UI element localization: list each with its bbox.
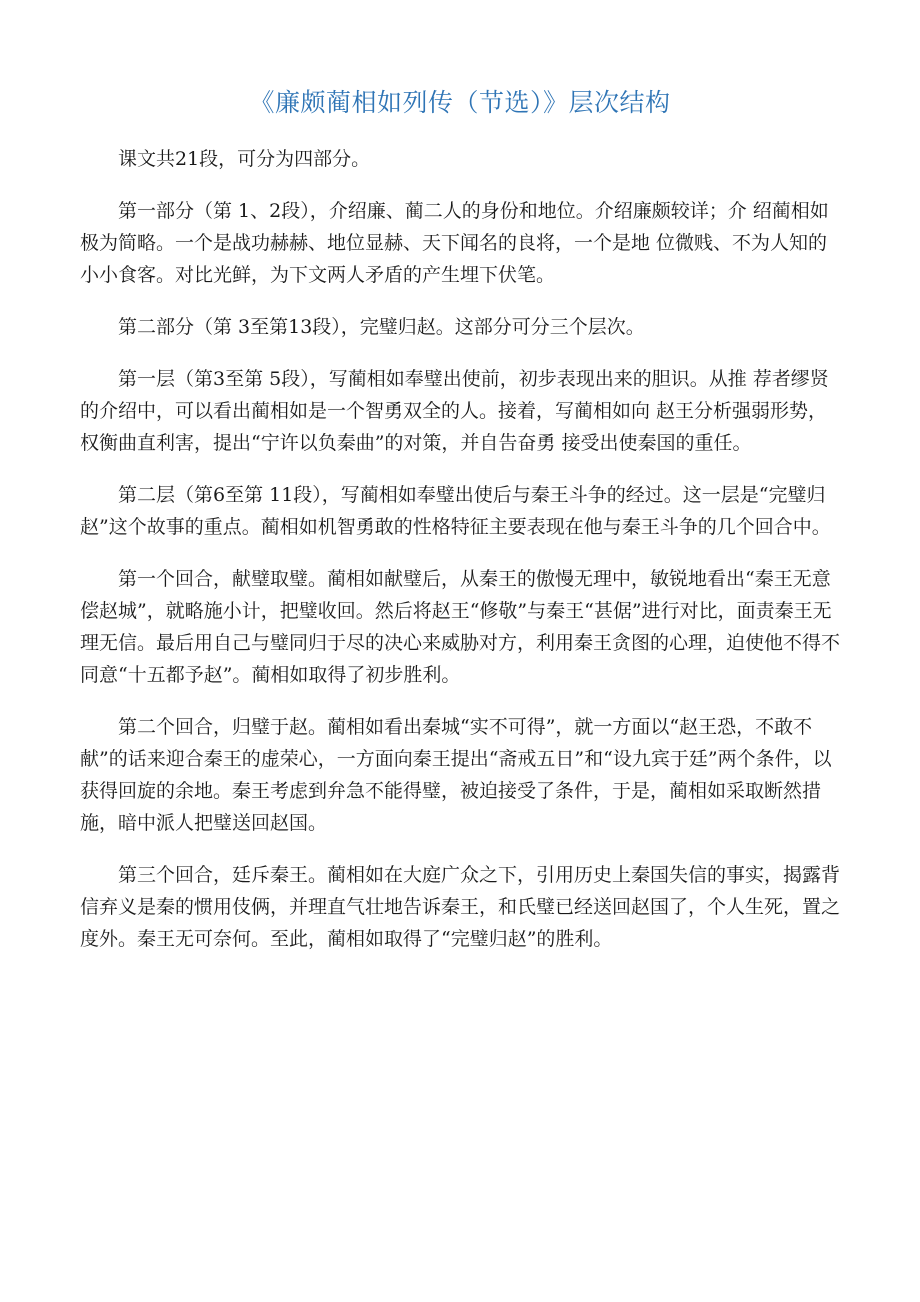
paragraph-overview: 课文共21段，可分为四部分。 xyxy=(118,148,371,170)
paragraph-round-two: 第二个回合，归璧于赵。蔺相如看出秦城“实不可得”，就一方面以“赵王恐，不敢不献”的话来迎合秦王的虚荣心，一方面向秦王提出“斋戒五日”和“设九宾于廷”两个条件，以获得回旋的余地。秦王考虑到弁急不能得璧，被迫接受了条件，于是，蔺相如采取断然措施，暗中派人把璧送回赵国。 xyxy=(80,716,832,834)
paragraph-round-one: 第一个回合，献璧取璧。蔺相如献璧后，从秦王的傲慢无理中，敏锐地看出“秦王无意偿赵城”，就略施小计，把璧收回。然后将赵王“修敬”与秦王“甚倨”进行对比，面责秦王无理无信。最后用自己与璧同归于尽的决心来威胁对方，利用秦王贪图的心理，迫使他不得不同意“十五都予赵”。蔺相如取得了初步胜利。 xyxy=(80,568,841,686)
paragraph-part-one: 第一部分（第 1、2段），介绍廉、蔺二人的身份和地位。介绍廉颇较详；介 绍蔺相如极为简略。一个是战功赫赫、地位显赫、天下闻名的良将，一个是地 位微贱、不为人知的小小食客。对比光鲜，为下文两人矛盾的产生埋下伏笔。 xyxy=(80,200,829,286)
document-title: 《廉颇蔺相如列传（节选）》层次结构 xyxy=(249,88,671,117)
paragraph-layer-one: 第一层（第3至第 5段），写蔺相如奉璧出使前，初步表现出来的胆识。从推 荐者缪贤的介绍中，可以看出蔺相如是一个智勇双全的人。接着，写蔺相如向 赵王分析强弱形势，权衡曲直利害，提出“宁许以负秦曲”的对策，并自告奋勇 接受出使秦国的重任。 xyxy=(80,368,829,454)
paragraph-part-two: 第二部分（第 3至第13段），完璧归赵。这部分可分三个层次。 xyxy=(118,316,645,338)
document-body xyxy=(80,143,840,975)
paragraph-layer-two: 第二层（第6至第 11段），写蔺相如奉璧出使后与秦王斗争的经过。这一层是“完璧归赵”这个故事的重点。蔺相如机智勇敢的性格特征主要表现在他与秦王斗争的几个回合中。 xyxy=(80,484,831,538)
paragraph-round-three: 第三个回合，廷斥秦王。蔺相如在大庭广众之下，引用历史上秦国失信的事实，揭露背信弃义是秦的惯用伎俩，并理直气壮地告诉秦王，和氏璧已经送回赵国了，个人生死，置之度外。秦王无可奈何。至此，蔺相如取得了“完璧归赵”的胜利。 xyxy=(80,864,841,950)
